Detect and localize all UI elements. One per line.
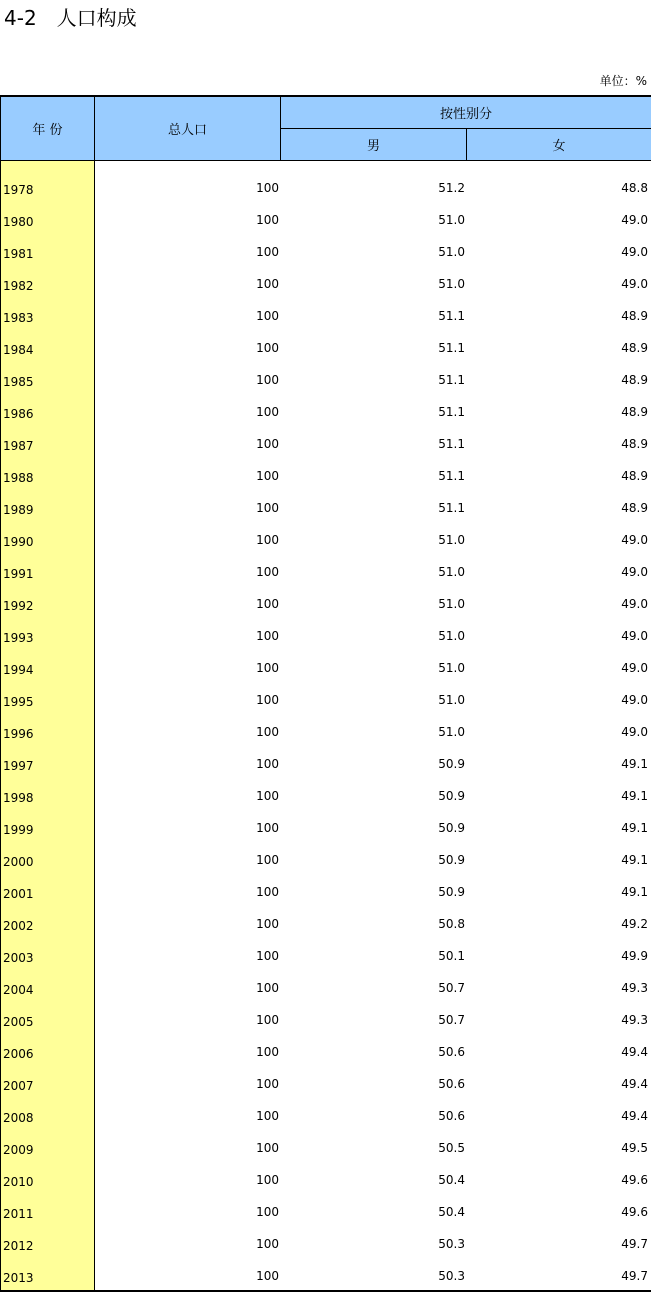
year-cell: 2004	[3, 983, 34, 997]
total-cell: 100	[256, 373, 279, 387]
total-cell: 100	[256, 405, 279, 419]
header-female-label: 女	[552, 139, 566, 154]
female-cell: 49.7	[621, 1269, 648, 1283]
total-cell: 100	[256, 629, 279, 643]
year-cell: 2000	[3, 855, 34, 869]
total-cell: 100	[256, 949, 279, 963]
year-cell: 1992	[3, 599, 34, 613]
table-row	[0, 1094, 651, 1126]
table-row	[0, 198, 651, 230]
table-row	[0, 678, 651, 710]
table-row	[0, 774, 651, 806]
year-cell: 2013	[3, 1271, 34, 1285]
table-bottom-border	[0, 1290, 651, 1292]
female-cell: 49.0	[621, 725, 648, 739]
female-cell: 49.4	[621, 1077, 648, 1091]
table-row	[0, 1254, 651, 1286]
total-cell: 100	[256, 981, 279, 995]
male-cell: 51.0	[438, 277, 465, 291]
table-left-border	[0, 96, 1, 1291]
male-cell: 50.1	[438, 949, 465, 963]
table-row	[0, 1222, 651, 1254]
total-cell: 100	[256, 757, 279, 771]
table-top-border	[0, 95, 651, 97]
female-cell: 49.0	[621, 661, 648, 675]
male-cell: 51.0	[438, 629, 465, 643]
table-row	[0, 486, 651, 518]
male-cell: 51.0	[438, 213, 465, 227]
total-cell: 100	[256, 565, 279, 579]
female-cell: 49.0	[621, 597, 648, 611]
total-cell: 100	[256, 821, 279, 835]
female-cell: 49.0	[621, 629, 648, 643]
female-cell: 48.9	[621, 437, 648, 451]
header-by-sex-label: 按性别分	[439, 107, 492, 122]
year-cell: 1990	[3, 535, 34, 549]
female-cell: 49.3	[621, 1013, 648, 1027]
total-cell: 100	[256, 213, 279, 227]
year-cell: 1996	[3, 727, 34, 741]
female-cell: 49.0	[621, 533, 648, 547]
table-row	[0, 934, 651, 966]
table-row	[0, 550, 651, 582]
female-cell: 49.0	[621, 565, 648, 579]
male-cell: 50.9	[438, 821, 465, 835]
year-cell: 2010	[3, 1175, 34, 1189]
male-cell: 50.5	[438, 1141, 465, 1155]
female-cell: 49.4	[621, 1109, 648, 1123]
total-cell: 100	[256, 437, 279, 451]
year-cell: 1998	[3, 791, 34, 805]
header-year	[1, 97, 94, 160]
year-cell: 1984	[3, 343, 34, 357]
year-cell: 1983	[3, 311, 34, 325]
female-cell: 49.9	[621, 949, 648, 963]
table-row	[0, 166, 651, 198]
table-row	[0, 294, 651, 326]
female-cell: 48.9	[621, 373, 648, 387]
table-row	[0, 326, 651, 358]
male-cell: 51.0	[438, 661, 465, 675]
female-cell: 48.9	[621, 341, 648, 355]
table-row	[0, 966, 651, 998]
total-cell: 100	[256, 1013, 279, 1027]
male-cell: 51.0	[438, 725, 465, 739]
male-cell: 51.1	[438, 437, 465, 451]
total-cell: 100	[256, 853, 279, 867]
male-cell: 50.9	[438, 885, 465, 899]
year-cell: 1989	[3, 503, 34, 517]
year-cell: 1993	[3, 631, 34, 645]
table-row	[0, 518, 651, 550]
year-cell: 1999	[3, 823, 34, 837]
total-cell: 100	[256, 501, 279, 515]
male-cell: 51.0	[438, 693, 465, 707]
female-cell: 48.9	[621, 501, 648, 515]
male-cell: 50.7	[438, 1013, 465, 1027]
female-cell: 49.1	[621, 885, 648, 899]
unit-label: 单位：%	[599, 74, 647, 88]
table-row	[0, 806, 651, 838]
table-row	[0, 262, 651, 294]
header-male	[281, 129, 466, 160]
total-cell: 100	[256, 789, 279, 803]
total-cell: 100	[256, 661, 279, 675]
table-row	[0, 230, 651, 262]
year-cell: 1991	[3, 567, 34, 581]
total-column-divider	[280, 96, 281, 160]
female-cell: 49.3	[621, 981, 648, 995]
total-cell: 100	[256, 693, 279, 707]
total-cell: 100	[256, 1141, 279, 1155]
header-female	[467, 129, 651, 160]
year-cell: 2005	[3, 1015, 34, 1029]
table-row	[0, 870, 651, 902]
male-cell: 51.0	[438, 533, 465, 547]
header-total-label: 总人口	[167, 123, 207, 138]
total-cell: 100	[256, 1045, 279, 1059]
male-cell: 50.9	[438, 789, 465, 803]
total-cell: 100	[256, 1173, 279, 1187]
female-cell: 48.9	[621, 469, 648, 483]
male-cell: 50.4	[438, 1205, 465, 1219]
male-cell: 51.1	[438, 309, 465, 323]
male-cell: 50.3	[438, 1269, 465, 1283]
female-cell: 48.9	[621, 309, 648, 323]
male-cell: 51.2	[438, 181, 465, 195]
male-cell: 50.4	[438, 1173, 465, 1187]
male-cell: 50.7	[438, 981, 465, 995]
female-cell: 49.5	[621, 1141, 648, 1155]
female-cell: 49.1	[621, 757, 648, 771]
year-cell: 2002	[3, 919, 34, 933]
male-cell: 50.6	[438, 1077, 465, 1091]
table-row	[0, 614, 651, 646]
table-row	[0, 710, 651, 742]
year-cell: 1978	[3, 183, 34, 197]
male-cell: 50.3	[438, 1237, 465, 1251]
table-row	[0, 646, 651, 678]
table-row	[0, 1030, 651, 1062]
total-cell: 100	[256, 341, 279, 355]
year-cell: 2011	[3, 1207, 34, 1221]
table-row	[0, 390, 651, 422]
total-cell: 100	[256, 917, 279, 931]
table-row	[0, 1062, 651, 1094]
table-row	[0, 422, 651, 454]
female-cell: 48.8	[621, 181, 648, 195]
table-row	[0, 1158, 651, 1190]
male-cell: 51.0	[438, 245, 465, 259]
header-by-sex	[281, 97, 651, 128]
page-title: 4-2 人口构成	[4, 6, 137, 30]
total-cell: 100	[256, 245, 279, 259]
header-male-label: 男	[366, 139, 380, 154]
total-cell: 100	[256, 277, 279, 291]
year-cell: 1997	[3, 759, 34, 773]
table-row	[0, 742, 651, 774]
table-row	[0, 998, 651, 1030]
female-cell: 49.7	[621, 1237, 648, 1251]
total-cell: 100	[256, 597, 279, 611]
year-cell: 2003	[3, 951, 34, 965]
table-row	[0, 838, 651, 870]
year-cell: 1986	[3, 407, 34, 421]
female-cell: 49.4	[621, 1045, 648, 1059]
year-cell: 1988	[3, 471, 34, 485]
male-cell: 50.6	[438, 1045, 465, 1059]
year-cell: 1980	[3, 215, 34, 229]
table-row	[0, 358, 651, 390]
year-cell: 1982	[3, 279, 34, 293]
year-cell: 1985	[3, 375, 34, 389]
male-female-divider	[466, 128, 467, 160]
total-cell: 100	[256, 1237, 279, 1251]
year-cell: 2012	[3, 1239, 34, 1253]
female-cell: 49.0	[621, 277, 648, 291]
male-cell: 51.1	[438, 341, 465, 355]
year-cell: 2009	[3, 1143, 34, 1157]
female-cell: 49.1	[621, 853, 648, 867]
table-row	[0, 454, 651, 486]
year-cell: 2001	[3, 887, 34, 901]
year-cell: 2006	[3, 1047, 34, 1061]
year-cell: 1987	[3, 439, 34, 453]
male-cell: 50.6	[438, 1109, 465, 1123]
female-cell: 49.6	[621, 1173, 648, 1187]
female-cell: 49.0	[621, 693, 648, 707]
total-cell: 100	[256, 1109, 279, 1123]
year-cell: 2008	[3, 1111, 34, 1125]
year-column-divider	[94, 96, 95, 1291]
female-cell: 49.0	[621, 213, 648, 227]
header-bottom-border	[0, 160, 651, 161]
total-cell: 100	[256, 533, 279, 547]
male-cell: 51.1	[438, 373, 465, 387]
header-year-label: 年 份	[32, 123, 63, 138]
header-total	[95, 97, 280, 160]
total-cell: 100	[256, 1269, 279, 1283]
male-cell: 50.9	[438, 757, 465, 771]
table-row	[0, 1190, 651, 1222]
male-cell: 51.0	[438, 597, 465, 611]
year-cell: 2007	[3, 1079, 34, 1093]
total-cell: 100	[256, 725, 279, 739]
total-cell: 100	[256, 469, 279, 483]
female-cell: 49.1	[621, 821, 648, 835]
female-cell: 49.2	[621, 917, 648, 931]
female-cell: 49.0	[621, 245, 648, 259]
total-cell: 100	[256, 885, 279, 899]
year-cell: 1995	[3, 695, 34, 709]
year-cell: 1981	[3, 247, 34, 261]
male-cell: 51.1	[438, 501, 465, 515]
total-cell: 100	[256, 181, 279, 195]
total-cell: 100	[256, 1077, 279, 1091]
male-cell: 51.1	[438, 469, 465, 483]
female-cell: 49.6	[621, 1205, 648, 1219]
female-cell: 49.1	[621, 789, 648, 803]
year-cell: 1994	[3, 663, 34, 677]
male-cell: 51.0	[438, 565, 465, 579]
table-row	[0, 1126, 651, 1158]
male-cell: 50.8	[438, 917, 465, 931]
total-cell: 100	[256, 1205, 279, 1219]
table-row	[0, 582, 651, 614]
table-row	[0, 902, 651, 934]
female-cell: 48.9	[621, 405, 648, 419]
male-cell: 50.9	[438, 853, 465, 867]
total-cell: 100	[256, 309, 279, 323]
male-cell: 51.1	[438, 405, 465, 419]
